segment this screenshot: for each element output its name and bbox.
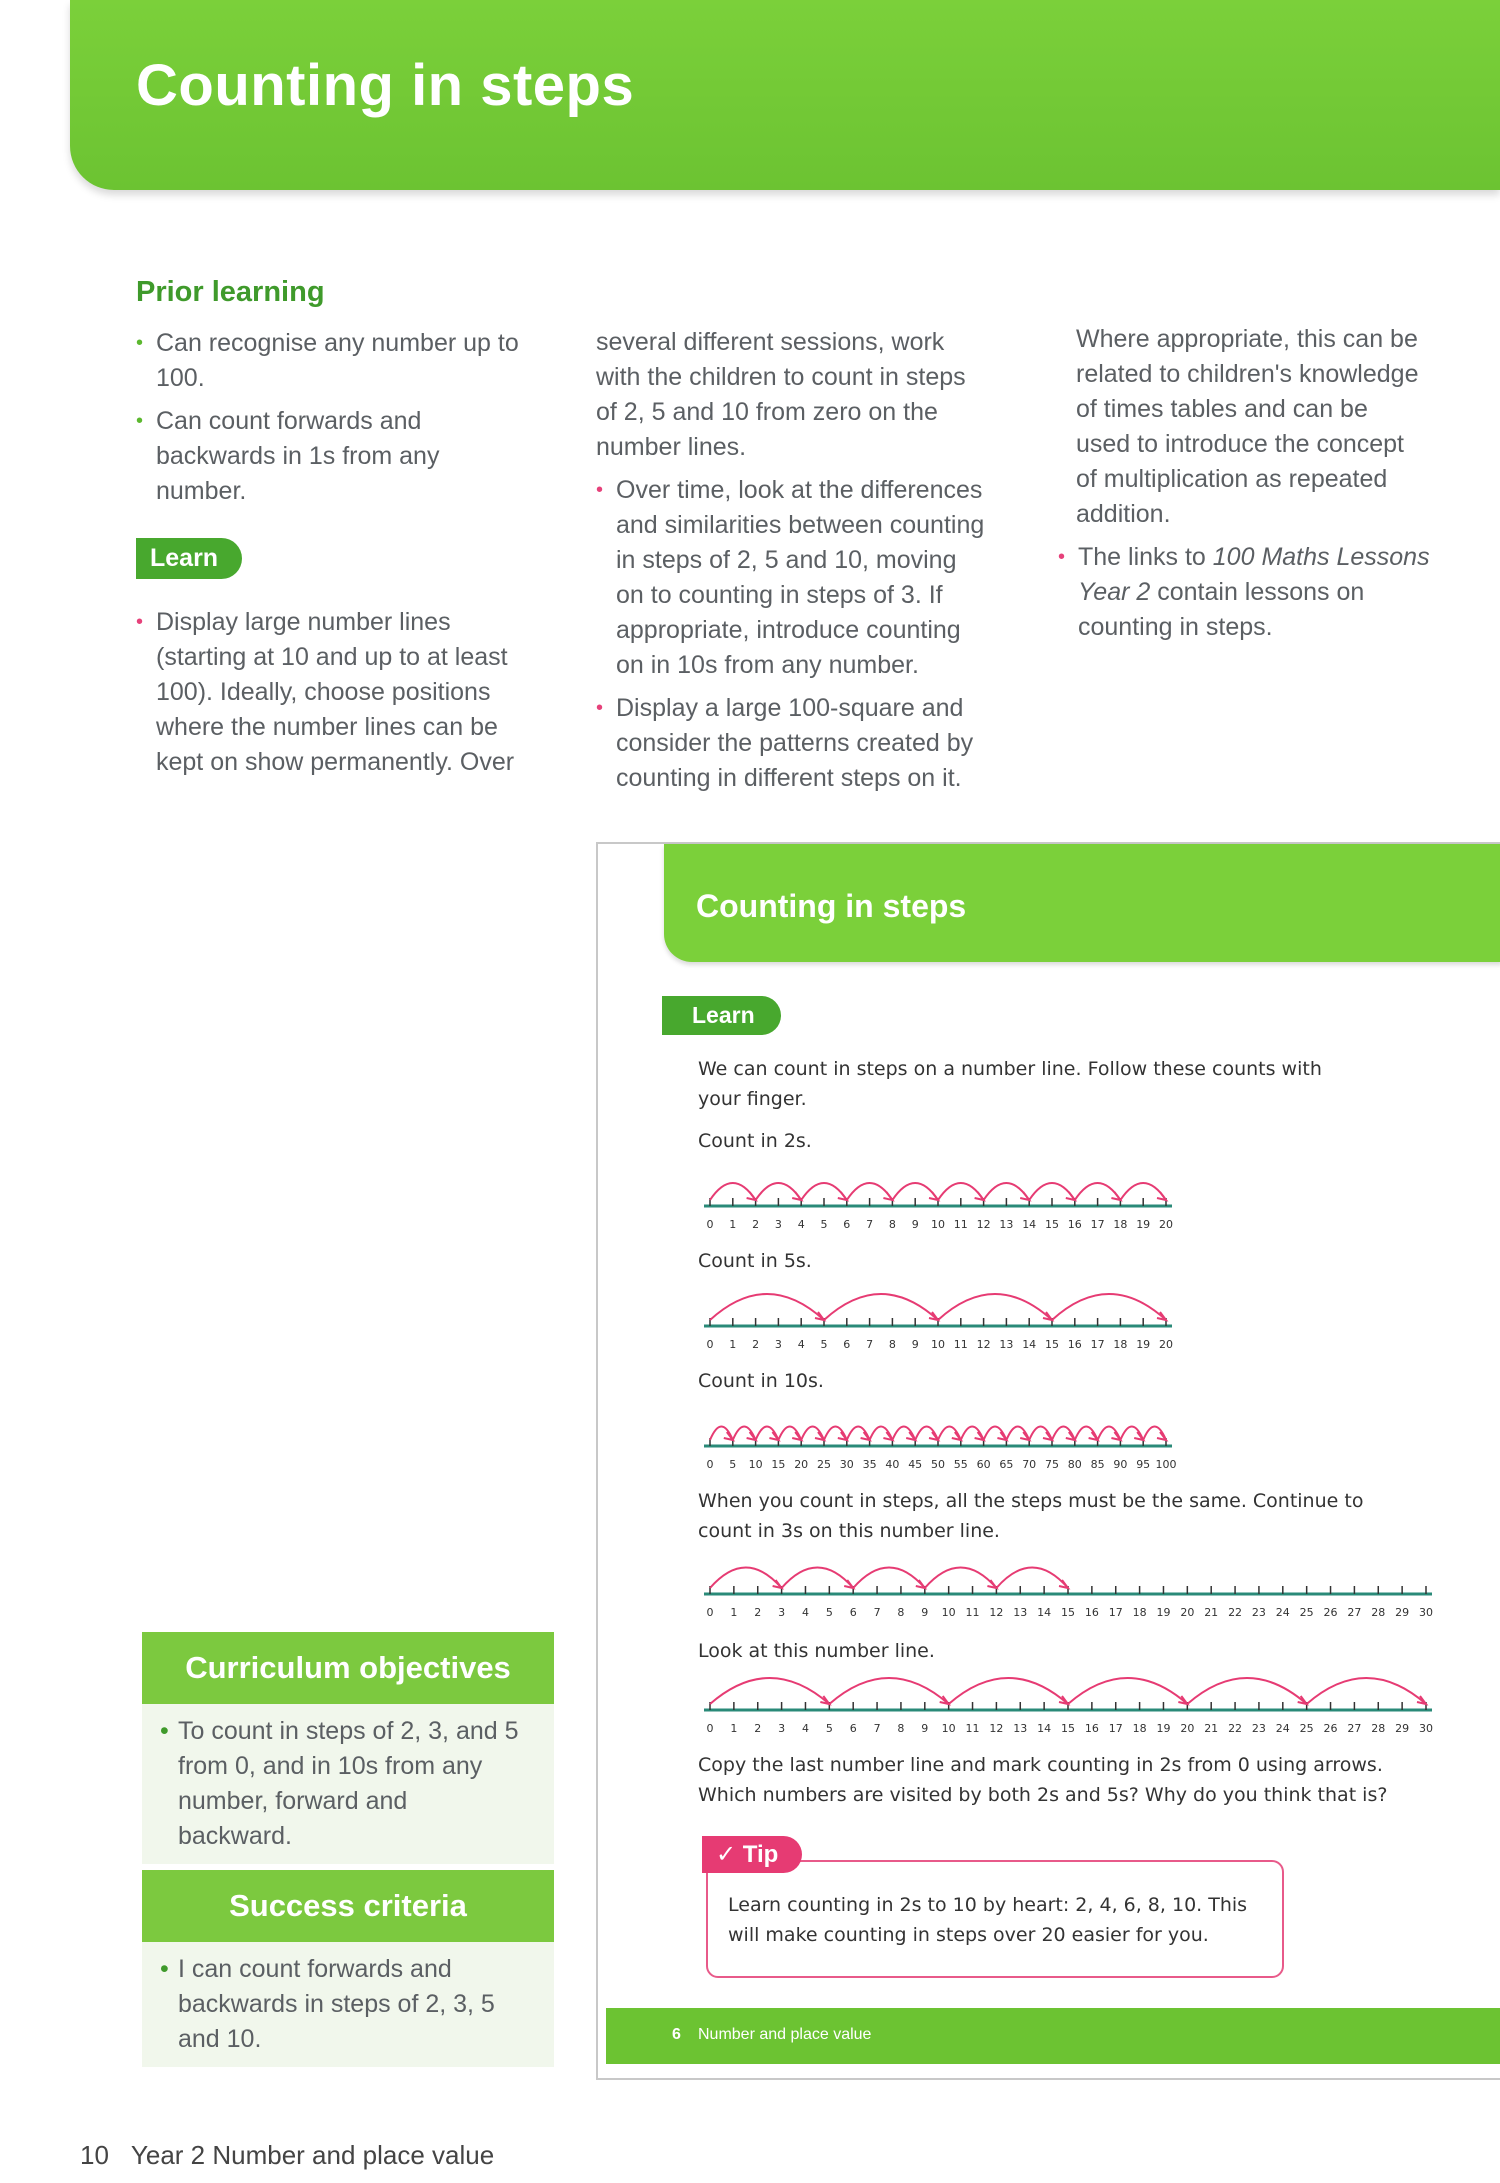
tick-label: 6 (843, 1218, 851, 1231)
tick-label: 14 (1022, 1338, 1037, 1351)
pupil-text-line: will make counting in steps over 20 easier for you. (728, 1924, 1209, 1946)
step-arrow (938, 1294, 1052, 1320)
step-arrow (801, 1183, 847, 1200)
arrow-head (1111, 1192, 1120, 1200)
pupil-text-line: Learn counting in 2s to 10 by heart: 2, 4, 6, 8, 10. This (728, 1894, 1248, 1916)
tick-label: 10 (931, 1338, 945, 1351)
step-arrow (915, 1427, 938, 1441)
continue-instruction (698, 1486, 1438, 1546)
tip-text (728, 1890, 1268, 1950)
learn-item-continued (596, 325, 1026, 465)
tip-tag: ✓ Tip (702, 1836, 802, 1873)
tick-label: 9 (921, 1722, 929, 1735)
pupil-intro-text (698, 1054, 1418, 1114)
tick-label: 27 (1347, 1722, 1362, 1735)
tick-label: 75 (1045, 1458, 1059, 1471)
tick-label: 12 (976, 1218, 991, 1231)
tick-label: 11 (953, 1218, 968, 1231)
tick-label: 6 (843, 1338, 851, 1351)
pupil-text-line: Copy the last number line and mark counting in 2s from 0 using arrows. (698, 1754, 1383, 1776)
tick-label: 19 (1156, 1722, 1171, 1735)
tick-label: 18 (1113, 1218, 1128, 1231)
tick-label: 90 (1113, 1458, 1128, 1471)
tick-label: 2 (752, 1218, 760, 1231)
tick-label: 14 (1037, 1606, 1052, 1619)
pupil-text-line: We can count in steps on a number line. Follow these counts with (698, 1058, 1322, 1080)
tick-label: 13 (1013, 1606, 1028, 1619)
tick-label: 5 (825, 1722, 833, 1735)
step-arrow (824, 1427, 847, 1441)
tick-label: 21 (1204, 1606, 1219, 1619)
tick-label: 23 (1251, 1722, 1266, 1735)
pupil-page-number: 6 (672, 2026, 681, 2043)
tick-label: 29 (1395, 1606, 1410, 1619)
pupil-learn-tag: Learn (662, 996, 781, 1035)
step-arrow (733, 1427, 756, 1441)
number-line-count-in-5s (698, 1280, 1178, 1356)
tick-label: 15 (1045, 1338, 1059, 1351)
tick-label: 28 (1371, 1606, 1386, 1619)
step-arrow (996, 1568, 1068, 1589)
curriculum-objective-item: • To count in steps of 2, 3, and 5 from 0, and in 10s from any number, forward and backward. (160, 1714, 526, 1854)
tick-label: 25 (817, 1458, 831, 1471)
tick-label: 25 (1299, 1722, 1314, 1735)
step-arrow (1052, 1427, 1075, 1441)
step-arrow (853, 1568, 925, 1589)
number-line-count-in-3s (698, 1548, 1438, 1624)
tick-label: 12 (989, 1606, 1004, 1619)
tick-label: 13 (999, 1338, 1014, 1351)
learn-item (1058, 540, 1458, 645)
tick-label: 4 (797, 1338, 805, 1351)
learn-item-line: 100). Ideally, choose positions (156, 678, 491, 706)
learn-text-col3 (1076, 322, 1476, 532)
tick-label: 17 (1108, 1606, 1123, 1619)
step-arrow (847, 1183, 893, 1200)
step-arrow (1075, 1183, 1121, 1200)
book-title: 100 Maths Lessons Year 2 (1078, 543, 1430, 606)
tick-label: 30 (1419, 1606, 1433, 1619)
tick-label: 2 (754, 1722, 762, 1735)
step-arrow (710, 1183, 756, 1200)
tick-label: 0 (706, 1606, 714, 1619)
learn-item-line: appropriate, introduce counting (616, 616, 961, 644)
tick-label: 2 (754, 1606, 762, 1619)
tick-label: 0 (706, 1338, 714, 1351)
tick-label: 40 (885, 1458, 900, 1471)
pupil-text-line: count in 3s on this number line. (698, 1520, 1000, 1542)
tick-label: 29 (1395, 1722, 1410, 1735)
step-arrow (710, 1294, 824, 1320)
tick-label: 26 (1323, 1722, 1338, 1735)
learn-item-line: on to counting in steps of 3. If (616, 581, 943, 609)
tick-label: 5 (820, 1218, 828, 1231)
tick-label: 35 (862, 1458, 877, 1471)
step-arrow (892, 1427, 915, 1441)
learn-item-line: with the children to count in steps (596, 363, 966, 391)
step-arrow (1120, 1183, 1166, 1200)
success-criteria-box (142, 1870, 554, 2067)
step-arrow (1052, 1294, 1166, 1320)
step-arrow (756, 1427, 779, 1441)
tick-label: 4 (801, 1606, 809, 1619)
learn-text-line: related to children's knowledge (1076, 360, 1419, 388)
tick-label: 65 (999, 1458, 1014, 1471)
tick-label: 6 (849, 1606, 857, 1619)
learn-item-line: kept on show permanently. Over (156, 748, 515, 776)
learn-item-line: Display a large 100-square and (616, 694, 964, 722)
tick-label: 10 (748, 1458, 763, 1471)
tick-label: 3 (778, 1722, 786, 1735)
tick-label: 9 (911, 1338, 919, 1351)
tick-label: 19 (1136, 1338, 1151, 1351)
learn-text-line: of times tables and can be (1076, 395, 1368, 423)
step-arrow (756, 1183, 802, 1200)
tick-label: 14 (1022, 1218, 1037, 1231)
step-arrow (1307, 1678, 1426, 1704)
step-arrow (949, 1678, 1068, 1704)
learn-item-line: counting in different steps on it. (616, 764, 962, 792)
tick-label: 45 (908, 1458, 923, 1471)
prior-learning-item: • Can recognise any number up to 100. (136, 326, 536, 396)
tick-label: 7 (873, 1722, 881, 1735)
tick-label: 11 (965, 1722, 980, 1735)
step-arrow (1075, 1427, 1098, 1441)
pupil-text-line: your finger. (698, 1088, 807, 1110)
learn-item-text: The links to (1078, 543, 1213, 571)
tick-label: 10 (941, 1722, 956, 1735)
tick-label: 55 (953, 1458, 968, 1471)
learn-item-text: contain lessons on counting in steps. (1078, 578, 1365, 641)
step-arrow (847, 1427, 870, 1441)
success-criteria-heading: Success criteria (142, 1870, 554, 1942)
learn-item (596, 691, 1026, 796)
pupil-page-preview (596, 842, 1500, 2080)
tick-label: 8 (888, 1218, 896, 1231)
pupil-page-banner (664, 844, 1500, 962)
step-arrow (710, 1427, 733, 1441)
tick-label: 70 (1022, 1458, 1037, 1471)
number-line-count-in-2s (698, 1160, 1178, 1236)
tick-label: 95 (1136, 1458, 1151, 1471)
learn-text-line: Where appropriate, this can be (1076, 325, 1418, 353)
tick-label: 15 (1045, 1218, 1059, 1231)
tick-label: 2 (752, 1338, 760, 1351)
arrow-head (883, 1192, 892, 1200)
step-arrow (984, 1427, 1007, 1441)
learn-text-line: used to introduce the concept (1076, 430, 1405, 458)
tick-label: 24 (1275, 1606, 1290, 1619)
tick-label: 20 (794, 1458, 809, 1471)
tick-label: 5 (729, 1458, 737, 1471)
tick-label: 22 (1228, 1722, 1243, 1735)
learn-item-line: on in 10s from any number. (616, 651, 919, 679)
tick-label: 3 (774, 1338, 782, 1351)
copy-instruction (698, 1750, 1458, 1810)
tick-label: 17 (1108, 1722, 1123, 1735)
look-label: Look at this number line. (698, 1640, 935, 1662)
tick-label: 8 (897, 1606, 905, 1619)
page-footer (80, 2140, 494, 2171)
step-arrow (938, 1183, 984, 1200)
tick-label: 24 (1275, 1722, 1290, 1735)
tick-label: 14 (1037, 1722, 1052, 1735)
count-10s-label: Count in 10s. (698, 1370, 824, 1392)
tick-label: 22 (1228, 1606, 1243, 1619)
header-banner (70, 0, 1500, 190)
tick-label: 23 (1251, 1606, 1266, 1619)
number-line-count-in-10s (698, 1400, 1178, 1476)
step-arrow (892, 1183, 938, 1200)
tick-label: 12 (976, 1338, 991, 1351)
tick-label: 0 (706, 1722, 714, 1735)
tick-label: 50 (931, 1458, 945, 1471)
step-arrow (1029, 1427, 1052, 1441)
step-arrow (961, 1427, 984, 1441)
tick-label: 18 (1113, 1338, 1128, 1351)
arrow-head (975, 1192, 984, 1200)
tick-label: 80 (1067, 1458, 1082, 1471)
number-line-look (698, 1664, 1438, 1740)
step-arrow (829, 1678, 948, 1704)
step-arrow (710, 1678, 829, 1704)
tick-label: 10 (941, 1606, 956, 1619)
tick-label: 11 (953, 1338, 968, 1351)
tick-label: 21 (1204, 1722, 1219, 1735)
tick-label: 12 (989, 1722, 1004, 1735)
tick-label: 1 (729, 1338, 737, 1351)
step-arrow (782, 1568, 854, 1589)
step-arrow (1068, 1678, 1187, 1704)
tick-label: 25 (1299, 1606, 1314, 1619)
tick-label: 4 (801, 1722, 809, 1735)
page-title: Counting in steps (136, 53, 635, 118)
arrow-head (1157, 1192, 1166, 1200)
learn-text-line: of multiplication as repeated (1076, 465, 1388, 493)
learn-item-line: Display large number lines (156, 608, 451, 636)
tick-label: 9 (921, 1606, 929, 1619)
tick-label: 27 (1347, 1606, 1362, 1619)
tick-label: 13 (1013, 1722, 1028, 1735)
tick-label: 16 (1067, 1218, 1082, 1231)
tick-label: 20 (1159, 1338, 1173, 1351)
tick-label: 15 (1061, 1606, 1075, 1619)
pupil-text-line: When you count in steps, all the steps must be the same. Continue to (698, 1490, 1364, 1512)
learn-item-line: several different sessions, work (596, 328, 945, 356)
step-arrow (1006, 1427, 1029, 1441)
learn-list-col3 (1058, 540, 1458, 653)
step-arrow (1120, 1427, 1143, 1441)
step-arrow (938, 1427, 961, 1441)
curriculum-objectives-heading: Curriculum objectives (142, 1632, 554, 1704)
step-arrow (925, 1568, 997, 1589)
step-arrow (1029, 1183, 1075, 1200)
tick-label: 20 (1180, 1606, 1195, 1619)
tick-label: 16 (1084, 1606, 1099, 1619)
learn-list-col2 (596, 325, 1026, 804)
tick-label: 17 (1090, 1338, 1105, 1351)
tick-label: 60 (976, 1458, 991, 1471)
tick-label: 6 (849, 1722, 857, 1735)
learn-item-line: consider the patterns created by (616, 729, 974, 757)
curriculum-objectives-box (142, 1632, 554, 1864)
tick-label: 7 (866, 1338, 874, 1351)
tick-label: 13 (999, 1218, 1014, 1231)
step-arrow (1098, 1427, 1121, 1441)
step-arrow (870, 1427, 893, 1441)
arrow-head (1066, 1192, 1075, 1200)
step-arrow (1143, 1427, 1166, 1441)
tick-label: 18 (1132, 1606, 1147, 1619)
tick-label: 8 (897, 1722, 905, 1735)
footer-text: Year 2 Number and place value (130, 2140, 495, 2170)
pupil-page-footer-text: Number and place value (698, 2026, 872, 2043)
success-criteria-item: • I can count forwards and backwards in steps of 2, 3, 5 and 10. (160, 1952, 526, 2057)
tick-label: 10 (931, 1218, 945, 1231)
step-arrow (1187, 1678, 1306, 1704)
tick-label: 18 (1132, 1722, 1147, 1735)
arrow-head (747, 1192, 756, 1200)
learn-item-line: and similarities between counting (616, 511, 985, 539)
step-arrow (778, 1427, 801, 1441)
tick-label: 17 (1090, 1218, 1105, 1231)
arrow-head (929, 1192, 938, 1200)
tick-label: 3 (778, 1606, 786, 1619)
tick-label: 1 (730, 1606, 738, 1619)
prior-learning-heading: Prior learning (136, 276, 325, 308)
tick-label: 1 (729, 1218, 737, 1231)
count-2s-label: Count in 2s. (698, 1130, 812, 1152)
tick-label: 15 (771, 1458, 786, 1471)
learn-item-line: of 2, 5 and 10 from zero on the (596, 398, 938, 426)
tick-label: 5 (825, 1606, 833, 1619)
step-arrow (824, 1294, 938, 1320)
tick-label: 20 (1180, 1722, 1195, 1735)
count-5s-label: Count in 5s. (698, 1250, 812, 1272)
tick-label: 5 (820, 1338, 828, 1351)
learn-item-line: (starting at 10 and up to at least (156, 643, 508, 671)
tip-box (706, 1860, 1284, 1978)
learn-item (136, 605, 556, 780)
tick-label: 0 (706, 1458, 714, 1471)
step-arrow (801, 1427, 824, 1441)
learn-tag: Learn (136, 538, 242, 579)
tick-label: 19 (1136, 1218, 1151, 1231)
page-number: 10 (80, 2140, 109, 2170)
learn-text-line: addition. (1076, 500, 1171, 528)
tick-label: 9 (911, 1218, 919, 1231)
pupil-page-footer (606, 2008, 1500, 2064)
tick-label: 16 (1084, 1722, 1099, 1735)
learn-item (596, 473, 1026, 683)
prior-learning-item: • Can count forwards and backwards in 1s from any number. (136, 404, 536, 509)
arrow-head (792, 1192, 801, 1200)
tick-label: 8 (888, 1338, 896, 1351)
tick-label: 1 (730, 1722, 738, 1735)
tick-label: 19 (1156, 1606, 1171, 1619)
tick-label: 100 (1155, 1458, 1177, 1471)
tick-label: 30 (839, 1458, 854, 1471)
arrow-head (1020, 1192, 1029, 1200)
tick-label: 3 (774, 1218, 782, 1231)
learn-item-line: Over time, look at the differences (616, 476, 983, 504)
tick-label: 7 (866, 1218, 874, 1231)
tick-label: 11 (965, 1606, 980, 1619)
learn-item-line: where the number lines can be (156, 713, 498, 741)
learn-item-line: in steps of 2, 5 and 10, moving (616, 546, 957, 574)
tick-label: 16 (1067, 1338, 1082, 1351)
step-arrow (984, 1183, 1030, 1200)
tick-label: 4 (797, 1218, 805, 1231)
learn-list-col1 (136, 605, 556, 788)
arrow-head (838, 1192, 847, 1200)
pupil-text-line: Which numbers are visited by both 2s and 5s? Why do you think that is? (698, 1784, 1388, 1806)
learn-item-line: number lines. (596, 433, 747, 461)
pupil-page-title: Counting in steps (696, 888, 967, 924)
step-arrow (710, 1568, 782, 1589)
tick-label: 0 (706, 1218, 714, 1231)
tick-label: 7 (873, 1606, 881, 1619)
tick-label: 28 (1371, 1722, 1386, 1735)
tick-label: 26 (1323, 1606, 1338, 1619)
tick-label: 85 (1090, 1458, 1105, 1471)
tick-label: 30 (1419, 1722, 1433, 1735)
prior-learning-list (136, 326, 536, 517)
tick-label: 15 (1061, 1722, 1075, 1735)
tick-label: 20 (1159, 1218, 1173, 1231)
